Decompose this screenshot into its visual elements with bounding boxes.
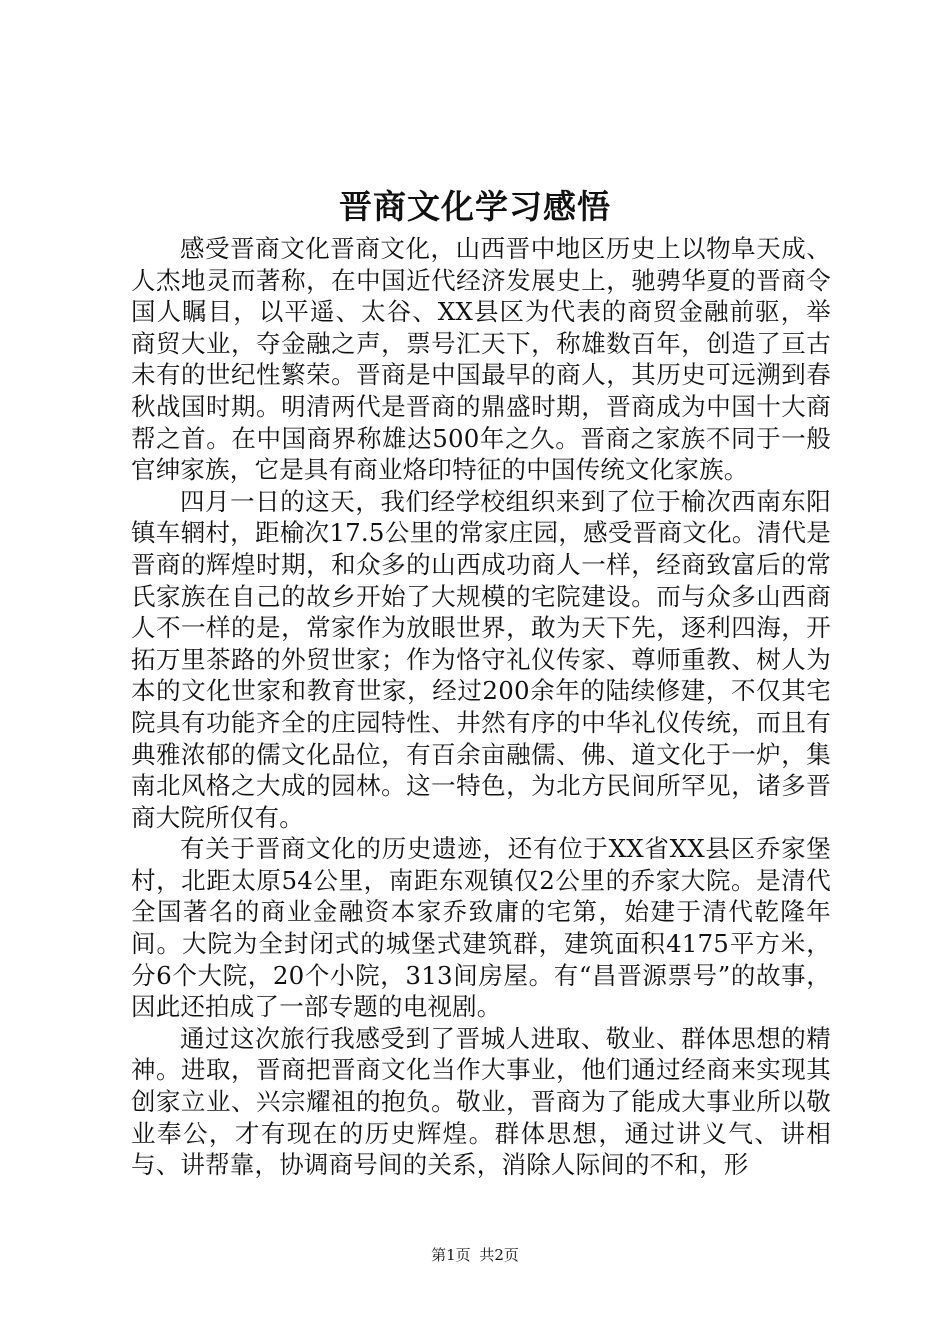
page-total: 共2页 [479, 1246, 519, 1264]
paragraph: 有关于晋商文化的历史遗迹，还有位于XX省XX县区乔家堡村，北距太原54公里，南距东观镇仅2公里的乔家大院。是清代全国著名的商业金融资本家乔致庸的宅第，始建于清代乾隆年间。大院为全封闭式的城堡式建筑群，建筑面积4175平方米，分6个大院，20个小院，313间房屋。有“昌晋源票号”的故事，因此还拍成了一部专题的电视剧。 [131, 834, 831, 1022]
paragraph: 四月一日的这天，我们经学校组织来到了位于榆次西南东阳镇车辋村，距榆次17.5公里的常家庄园，感受晋商文化。清代是晋商的辉煌时期，和众多的山西成功商人一样，经商致富后的常氏家族在自己的故乡开始了大规模的宅院建设。而与众多山西商人不一样的是，常家作为放眼世界，敢为天下先，逐利四海，开拓万里茶路的外贸世家；作为恪守礼仪传家、尊师重教、树人为本的文化世家和教育世家，经过200余年的陆续修建，不仅其宅院具有功能齐全的庄园特性、井然有序的中华礼仪传统，而且有典雅浓郁的儒文化品位，有百余亩融儒、佛、道文化于一炉，集南北风格之大成的园林。这一特色，为北方民间所罕见，诸多晋商大院所仅有。 [131, 486, 831, 832]
document-title: 晋商文化学习感悟 [339, 187, 611, 226]
document-body [131, 233, 831, 1181]
paragraph: 通过这次旅行我感受到了晋城人进取、敬业、群体思想的精神。进取，晋商把晋商文化当作大事业，他们通过经商来实现其创家立业、兴宗耀祖的抱负。敬业，晋商为了能成大事业所以敬业奉公，才有现在的历史辉煌。群体思想，通过讲义气、讲相与、讲帮靠，协调商号间的关系，消除人际间的不和，形 [131, 1023, 831, 1180]
page-footer [0, 1244, 950, 1266]
paragraph: 感受晋商文化晋商文化，山西晋中地区历史上以物阜天成、人杰地灵而著称，在中国近代经济发展史上，驰骋华夏的晋商令国人瞩目，以平遥、太谷、XX县区为代表的商贸金融前驱，举商贸大业，夺金融之声，票号汇天下，称雄数百年，创造了亘古未有的世纪性繁荣。晋商是中国最早的商人，其历史可远溯到春秋战国时期。明清两代是晋商的鼎盛时期，晋商成为中国十大商帮之首。在中国商界称雄达500年之久。晋商之家族不同于一般官绅家族，它是具有商业烙印特征的中国传统文化家族。 [131, 234, 831, 485]
page-number: 第1页 [431, 1246, 471, 1264]
